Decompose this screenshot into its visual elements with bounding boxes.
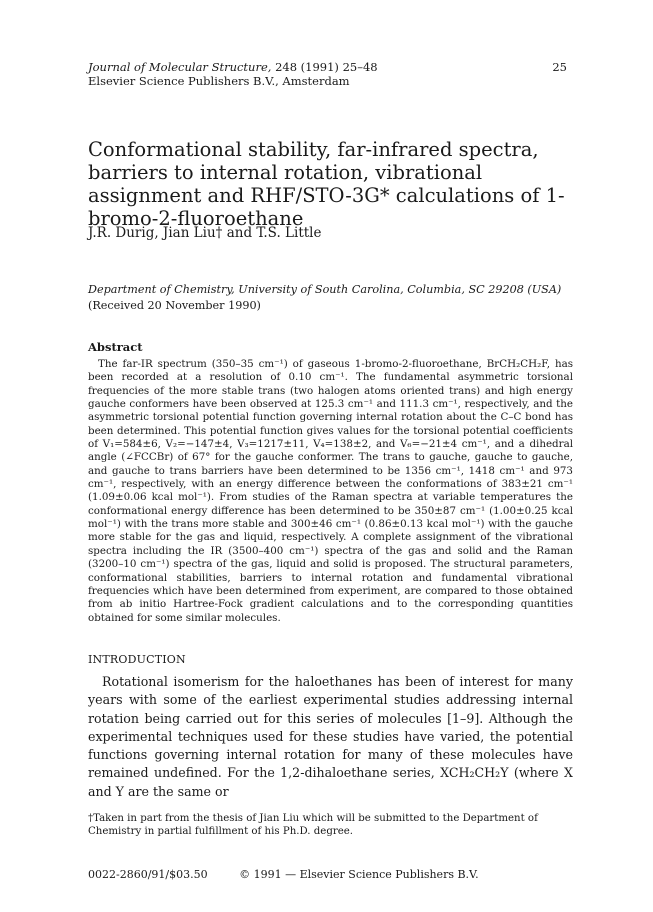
affiliation (88, 282, 561, 314)
abstract-heading: Abstract (88, 340, 143, 354)
journal-name: Journal of Molecular Structure, (88, 60, 272, 74)
abstract-text: The far-IR spectrum (350–35 cm⁻¹) of gaseous 1-bromo-2-fluoroethane, BrCH₂CH₂F, has been recorded at a resolution of 0.10 cm⁻¹. The fundamental asymmetric torsional frequencies of the more stable trans (two halogen atoms oriented trans) and high energy gauche conformers have been observed at 125.3 cm⁻¹ and 111.3 cm⁻¹, respectively, and the asymmetric torsional potential function governing internal rotation about the C–C bond has been determined. This potential function gives values for the torsional potential coefficients of V₁=584±6, V₂=−147±4, V₃=1217±11, V₄=138±2, and V₆=−21±4 cm⁻¹, and a dihedral angle (∠FCCBr) of 67° for the gauche conformer. The trans to gauche, gauche to gauche, and gauche to trans barriers have been determined to be 1356 cm⁻¹, 1418 cm⁻¹ and 973 cm⁻¹, respectively, with an energy difference between the conformations of 383±21 cm⁻¹ (1.09±0.06 kcal mol⁻¹). From studies of the Raman spectra at variable temperatures the conformational energy difference has been determined to be 350±87 cm⁻¹ (1.00±0.25 kcal mol⁻¹) with the trans more stable and 300±46 cm⁻¹ (0.86±0.13 kcal mol⁻¹) with the gauche more stable for the gas and liquid, respectively. A complete assignment of the vibrational spectra including the IR (3500–400 cm⁻¹) spectra of the gas and solid and the Raman (3200–10 cm⁻¹) spectra of the gas, liquid and solid is proposed. The structural parameters, conformational stabilities, barriers to internal rotation and fundamental vibrational frequencies which have been determined from experiment, are compared to those obtained from ab initio Hartree-Fock gradient calculations and to the corresponding quantities obtained for some similar molecules. (88, 358, 573, 624)
copyright: © 1991 — Elsevier Science Publishers B.V. (239, 868, 479, 881)
authors: J.R. Durig, Jian Liu† and T.S. Little (88, 225, 322, 241)
article-code: 0022-2860/91/$03.50 (88, 868, 208, 881)
department: Department of Chemistry, University of South Carolina, Columbia, SC 29208 (USA) (88, 283, 562, 296)
bottom-line (88, 868, 479, 881)
journal-header (88, 60, 378, 88)
footnote: †Taken in part from the thesis of Jian Liu which will be submitted to the Department of Chemistry in partial fulfillment of his Ph.D. degree. (88, 813, 538, 837)
page-number: 25 (552, 60, 567, 74)
received-date: (Received 20 November 1990) (88, 299, 261, 312)
journal-issue: 248 (1991) 25–48 (275, 60, 378, 74)
publisher: Elsevier Science Publishers B.V., Amsterdam (88, 74, 350, 88)
introduction-heading: INTRODUCTION (88, 653, 186, 666)
paper-title: Conformational stability, far-infrared spectra, barriers to internal rotation, vibrational assignment and RHF/STO-3G* calculations of 1-bromo-2-fluoroethane (88, 138, 565, 230)
introduction-text: Rotational isomerism for the haloethanes has been of interest for many years with some of the earliest experimental studies addressing internal rotation being carried out for this series of molecules [1–9]. Although the experimental techniques used for these studies have varied, the potential functions governing internal rotation for many of these molecules have remained undefined. For the 1,2-dihaloethane series, XCH₂CH₂Y (where X and Y are the same or (88, 674, 573, 799)
